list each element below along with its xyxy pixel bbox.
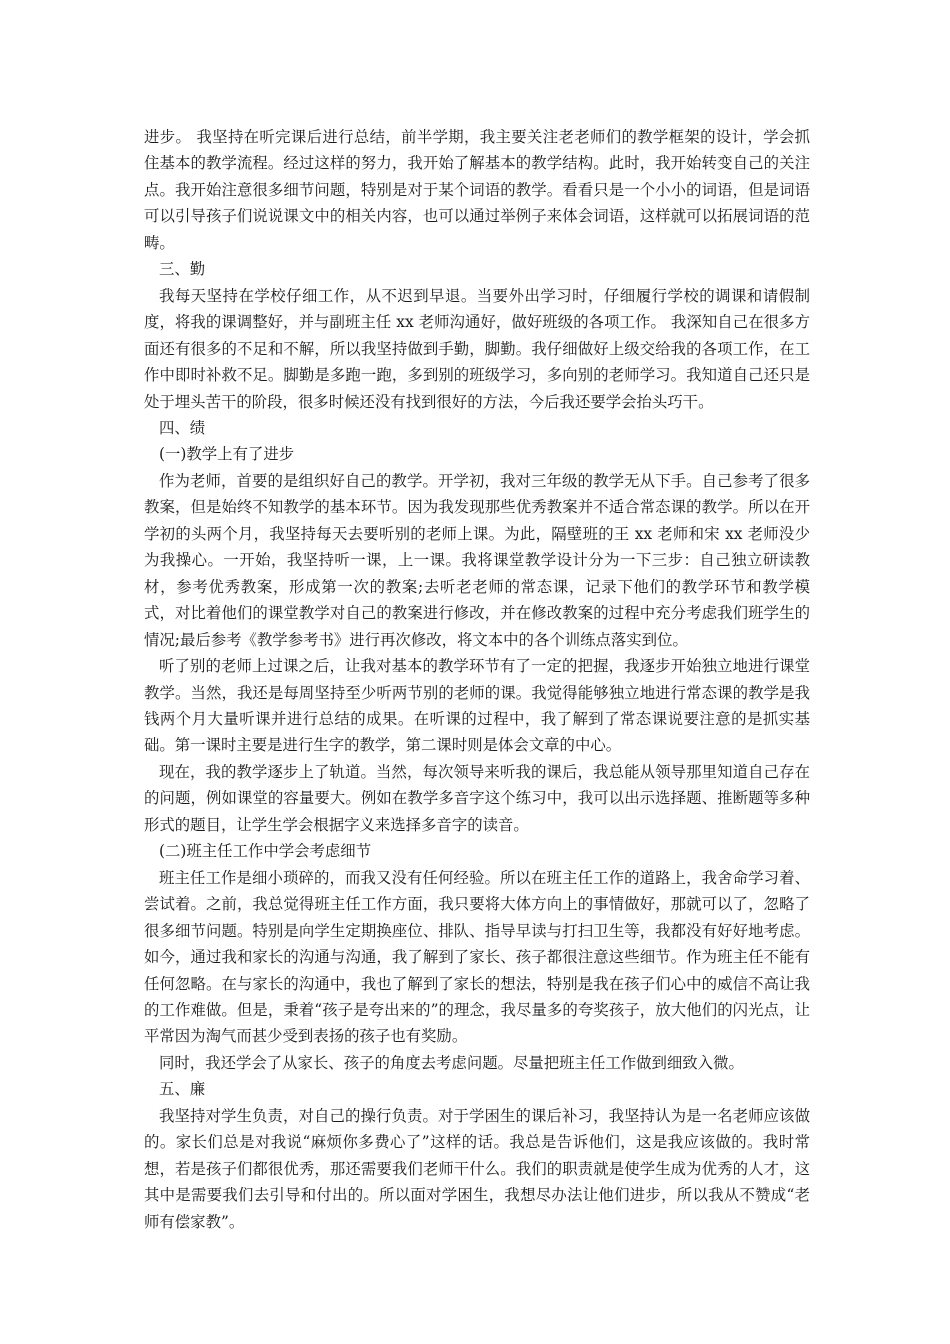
subheading-class-teacher-details: (二)班主任工作中学会考虑细节	[159, 842, 372, 861]
paragraph-teaching-now: 现在，我的教学逐步上了轨道。当然，每次领导来听我的课后，我总能从领导那里知道自己存在的问题，例如课堂的容量要大。例如在教学多音字这个练习中，我可以出示选择题、推断题等多种形式的题目，让学生学会根据字义来选择多音字的读音。	[144, 762, 810, 834]
heading-section-integrity: 五、廉	[159, 1080, 206, 1099]
paragraph-teaching-start: 作为老师，首要的是组织好自己的教学。开学初，我对三年级的教学无从下手。自己参考了很多教案，但是始终不知教学的基本环节。因为我发现那些优秀教案并不适合常态课的教学。所以在开学初的头两个月，我坚持每天去要听别的老师上课。为此，隔壁班的王 xx 老师和宋 xx 老师没少为我操心。一开始，我坚持听一课，上一课。我将课堂教学设计分为一下三步：自己独立研读教材，参考优秀教案，形成第一次的教案;去听老老师的常态课，记录下他们的教学环节和教学模式，对比着他们的课堂教学对自己的教案进行修改，并在修改教案的过程中充分考虑我们班学生的情况;最后参考《教学参考书》进行再次修改，将文本中的各个训练点落实到位。	[144, 471, 810, 649]
paragraph-integrity: 我坚持对学生负责，对自己的操行负责。对于学困生的课后补习，我坚持认为是一名老师应该做的。家长们总是对我说“麻烦你多费心了”这样的话。我总是告诉他们，这是我应该做的。我时常想，若是孩子们都很优秀，那还需要我们老师干什么。我们的职责就是使学生成为优秀的人才，这其中是需要我们去引导和付出的。所以面对学困生，我想尽办法让他们进步，所以我从不赞成“老师有偿家教”。	[144, 1106, 810, 1231]
heading-section-achievements: 四、绩	[159, 418, 206, 437]
paragraph-class-teacher-perspective: 同时，我还学会了从家长、孩子的角度去考虑问题。尽量把班主任工作做到细致入微。	[159, 1053, 744, 1072]
paragraph-summary-continuation: 进步。 我坚持在听完课后进行总结，前半学期，我主要关注老老师们的教学框架的设计，学会抓住基本的教学流程。经过这样的努力，我开始了解基本的教学结构。此时，我开始转变自己的关注点。我开始注意很多细节问题，特别是对于某个词语的教学。看看只是一个小小的词语，但是词语可以引导孩子们说说课文中的相关内容，也可以通过举例子来体会词语，这样就可以拓展词语的范畴。	[144, 128, 810, 252]
document-body	[144, 124, 810, 1235]
paragraph-class-teacher: 班主任工作是细小琐碎的，而我又没有任何经验。所以在班主任工作的道路上，我舍命学习着、尝试着。之前，我总觉得班主任工作方面，我只要将大体方向上的事情做好，那就可以了，忽略了很多细节问题。特别是向学生定期换座位、排队、指导早读与打扫卫生等，我都没有好好地考虑。如今，通过我和家长的沟通与沟通，我了解到了家长、孩子都很注意这些细节。作为班主任不能有任何忽略。在与家长的沟通中，我也了解到了家长的想法，特别是我在孩子们心中的威信不高让我的工作难做。但是，秉着“孩子是夸出来的”的理念，我尽量多的夸奖孩子，放大他们的闪光点，让平常因为淘气而甚少受到表扬的孩子也有奖励。	[144, 868, 810, 1046]
paragraph-teaching-independent: 听了别的老师上过课之后，让我对基本的教学环节有了一定的把握，我逐步开始独立地进行课堂教学。当然，我还是每周坚持至少听两节别的老师的课。我觉得能够独立地进行常态课的教学是我钱两个月大量听课并进行总结的成果。在听课的过程中，我了解到了常态课说要注意的是抓实基础。第一课时主要是进行生字的教学，第二课时则是体会文章的中心。	[144, 657, 810, 755]
heading-section-diligence: 三、勤	[159, 260, 206, 279]
paragraph-diligence: 我每天坚持在学校仔细工作，从不迟到早退。当要外出学习时，仔细履行学校的调课和请假制度，将我的课调整好，并与副班主任 xx 老师沟通好，做好班级的各项工作。 我深知自己在很多方面还有很多的不足和不解，所以我坚持做到手勤，脚勤。我仔细做好上级交给我的各项工作，在工作中即时补救不足。脚勤是多跑一跑，多到别的班级学习，多向别的老师学习。我知道自己还只是处于埋头苦干的阶段，很多时候还没有找到很好的方法，今后我还要学会抬头巧干。	[144, 286, 810, 411]
subheading-teaching-progress: (一)教学上有了进步	[159, 445, 295, 464]
